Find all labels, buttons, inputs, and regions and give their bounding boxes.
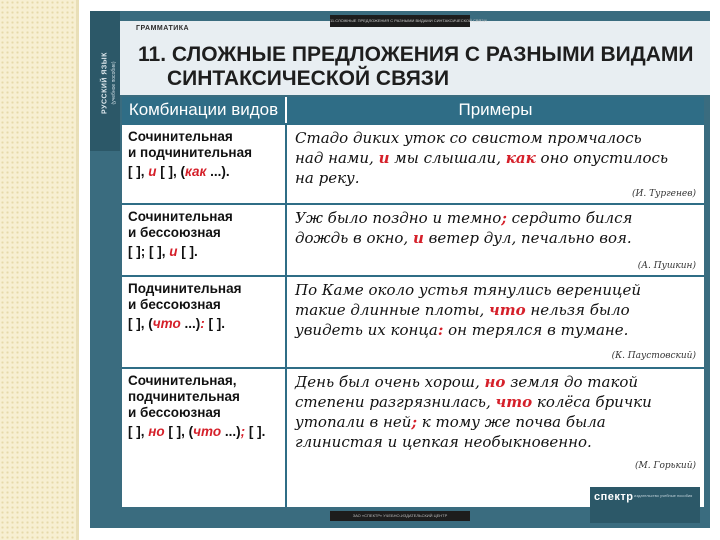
bottom-band xyxy=(330,511,470,521)
example-text: такие длинные плоты, xyxy=(295,301,489,319)
example-text: нельзя было xyxy=(525,301,630,319)
scheme-part: [ ], ( xyxy=(156,164,185,179)
example-cell xyxy=(295,280,699,340)
example-text: оно опустилось xyxy=(535,149,669,167)
left-decorative-strip xyxy=(0,0,76,540)
side-label xyxy=(90,11,120,151)
highlighted-conjunction: что xyxy=(489,301,526,319)
example-line xyxy=(295,320,699,340)
author-attribution: (К. Паустовский) xyxy=(611,351,696,361)
scheme-part: [ ], xyxy=(128,164,149,179)
example-line xyxy=(295,168,699,188)
combo-line: Подчинительная xyxy=(128,281,242,296)
example-text: увидеть их конца xyxy=(295,321,438,339)
scheme-part: [ ], xyxy=(128,424,149,439)
example-line xyxy=(295,280,699,300)
example-text: Уж было поздно и темно xyxy=(295,209,502,227)
highlighted-conjunction: как xyxy=(505,149,536,167)
example-line xyxy=(295,392,699,412)
highlighted-conjunction: и xyxy=(169,244,178,259)
example-text: дождь в окно, xyxy=(295,229,413,247)
example-text: Стадо диких уток со свистом промчалось xyxy=(295,129,642,147)
example-line xyxy=(295,432,699,452)
highlighted-conjunction: : xyxy=(200,316,205,331)
table-row xyxy=(122,203,704,277)
table-row xyxy=(122,275,704,369)
example-text: земля до такой xyxy=(505,373,639,391)
combo-line: и бессоюзная xyxy=(128,405,221,420)
highlighted-conjunction: ; xyxy=(501,209,507,227)
example-line xyxy=(295,372,699,392)
combo-cell xyxy=(128,129,283,181)
example-line xyxy=(295,412,699,432)
combo-line: Сочинительная xyxy=(128,129,233,144)
example-text: мы слышали, xyxy=(389,149,506,167)
example-line xyxy=(295,208,699,228)
example-text: ветер дул, печально воя. xyxy=(423,229,632,247)
highlighted-conjunction: как xyxy=(185,164,207,179)
combo-line: подчинительная xyxy=(128,389,240,404)
scheme-part: [ ], ( xyxy=(164,424,194,439)
example-text: степени разгрязнилась, xyxy=(295,393,496,411)
highlighted-conjunction: и xyxy=(148,164,157,179)
highlighted-conjunction: но xyxy=(148,424,165,439)
scheme-part: ...) xyxy=(180,316,201,331)
publisher-logo-subtext: издательство учебные пособия xyxy=(634,493,693,498)
highlighted-conjunction: и xyxy=(412,229,424,247)
example-cell xyxy=(295,372,699,452)
example-text: По Каме около устья тянулись вереницей xyxy=(295,281,641,299)
author-attribution: (М. Горький) xyxy=(635,461,696,471)
poster-title-line-2: СИНТАКСИЧЕСКОЙ СВЯЗИ xyxy=(167,67,450,90)
example-text: глинистая и цепкая необыкновенно. xyxy=(295,433,592,451)
combo-line: Сочинительная, xyxy=(128,373,237,388)
scheme-part: ...) xyxy=(221,424,241,439)
syntax-scheme xyxy=(128,315,283,333)
grammar-poster xyxy=(90,11,710,528)
poster-title-line-1: 11. СЛОЖНЫЕ ПРЕДЛОЖЕНИЯ С РАЗНЫМИ ВИДАМИ xyxy=(138,43,694,66)
example-text: на реку. xyxy=(295,169,360,187)
highlighted-conjunction: ; xyxy=(411,413,418,431)
highlighted-conjunction: что xyxy=(193,424,222,439)
combo-line: Сочинительная xyxy=(128,209,233,224)
side-label-subtext: (учебное пособие) xyxy=(111,61,117,105)
example-text: сердито бился xyxy=(506,209,633,227)
highlighted-conjunction: но xyxy=(484,373,506,391)
author-attribution: (И. Тургенев) xyxy=(632,189,696,199)
highlighted-conjunction: и xyxy=(378,149,390,167)
syntax-scheme xyxy=(128,163,283,181)
example-text: он терялся в тумане. xyxy=(443,321,629,339)
highlighted-conjunction: что xyxy=(152,316,181,331)
example-cell xyxy=(295,128,699,188)
example-line xyxy=(295,300,699,320)
publisher-logo-text: спектр xyxy=(594,491,634,503)
highlighted-conjunction: : xyxy=(437,321,444,339)
scheme-part: ...). xyxy=(206,164,230,179)
syntax-scheme xyxy=(128,423,283,441)
publisher-logo xyxy=(590,487,700,523)
highlighted-conjunction: что xyxy=(495,393,533,411)
combo-line: и подчинительная xyxy=(128,145,252,160)
combo-line: и бессоюзная xyxy=(128,297,221,312)
section-kicker: ГРАММАТИКА xyxy=(136,25,190,32)
example-text: колёса брички xyxy=(532,393,652,411)
bottom-band-text: ЗАО «СПЕКТР» УЧЕБНО-ИЗДАТЕЛЬСКИЙ ЦЕНТР xyxy=(352,513,448,518)
example-line xyxy=(295,148,699,168)
top-band-text: 11.СЛОЖНЫЕ ПРЕДЛОЖЕНИЯ С РАЗНЫМИ ВИДАМИ СИНТАКСИЧЕСКОЙ СВЯЗИ xyxy=(330,18,487,23)
combinations-table xyxy=(122,97,704,507)
scheme-part: [ ]. xyxy=(177,244,198,259)
combo-cell xyxy=(128,281,283,333)
example-cell xyxy=(295,208,699,248)
highlighted-conjunction: ; xyxy=(240,424,246,439)
side-label-text: РУССКИЙ ЯЗЫК xyxy=(101,52,109,114)
strip-border xyxy=(76,0,79,540)
example-text: утопали в ней xyxy=(295,413,412,431)
author-attribution: (А. Пушкин) xyxy=(637,261,696,271)
example-text: к тому же почва была xyxy=(417,413,606,431)
combo-line: и бессоюзная xyxy=(128,225,221,240)
top-band xyxy=(330,15,487,27)
syntax-scheme xyxy=(128,243,283,261)
header-examples: Примеры xyxy=(287,97,704,123)
example-text: над нами, xyxy=(295,149,379,167)
table-row xyxy=(122,367,704,507)
scheme-part: [ ]. xyxy=(204,316,225,331)
combo-cell xyxy=(128,209,283,261)
example-line xyxy=(295,128,699,148)
combo-cell xyxy=(128,373,283,441)
example-line xyxy=(295,228,699,248)
scheme-part: [ ], ( xyxy=(128,316,153,331)
table-row xyxy=(122,123,704,205)
header-combinations: Комбинации видов xyxy=(122,97,285,123)
example-text: День был очень хорош, xyxy=(295,373,485,391)
scheme-part: [ ]. xyxy=(245,424,266,439)
scheme-part: [ ]; [ ], xyxy=(128,244,170,259)
